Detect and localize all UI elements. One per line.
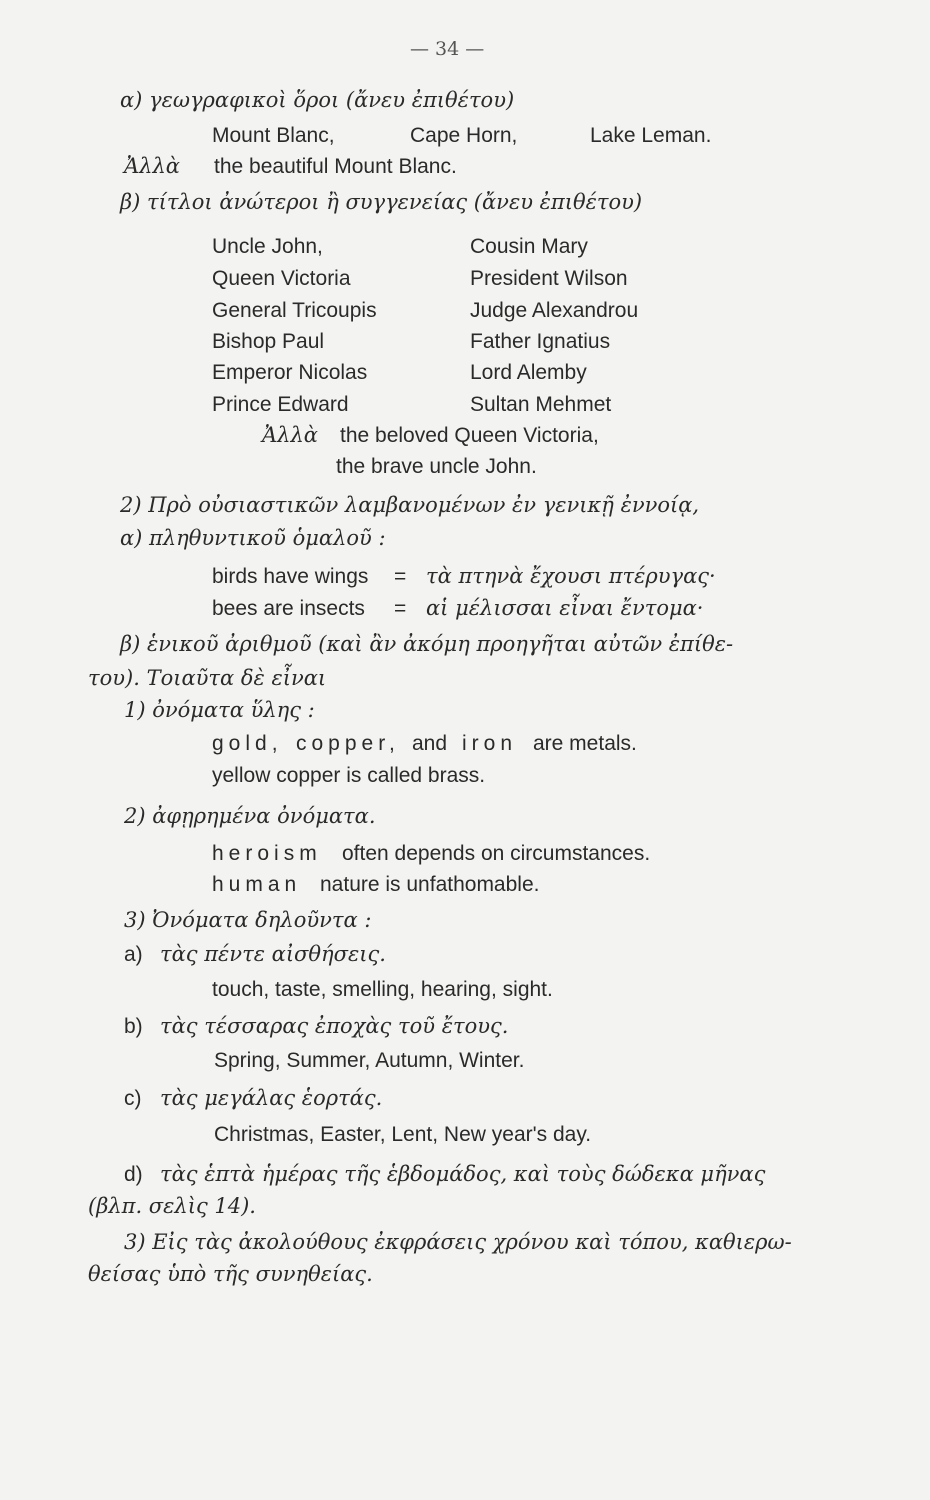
- title-right-3: Judge Alexandrou: [470, 299, 639, 322]
- title-left-1: Uncle John,: [212, 235, 323, 258]
- geo-term-2: Cape Horn,: [410, 124, 518, 147]
- equals-sign-2: =: [394, 597, 407, 620]
- expressions-line-1: 3) Εἰς τὰς ἀκολούθους ἐκφράσεις χρόνου καὶ τόπου, καθιερω-: [124, 1230, 792, 1254]
- feasts-label: c): [124, 1087, 142, 1110]
- senses-heading: τὰς πέντε αἰσθήσεις.: [160, 942, 386, 966]
- title-right-6: Sultan Mehmet: [470, 393, 612, 416]
- metal-copper: copper,: [296, 732, 400, 755]
- section-a-heading: α) γεωγραφικοὶ ὅροι (ἄνευ ἐπιθέτου): [120, 88, 515, 112]
- human-rest: nature is unfathomable.: [320, 873, 540, 896]
- section-3-heading: 3) Ὀνόματα δηλοῦντα :: [124, 908, 372, 932]
- alla-word-2: Ἀλλὰ: [262, 423, 318, 447]
- brass-sentence: yellow copper is called brass.: [212, 764, 486, 787]
- metal-gold: gold,: [212, 732, 283, 755]
- heroism-rest: often depends on circumstances.: [342, 842, 651, 865]
- seasons-list: Spring, Summer, Autumn, Winter.: [214, 1049, 525, 1072]
- title-right-5: Lord Alemby: [470, 361, 587, 384]
- title-right-2: President Wilson: [470, 267, 628, 290]
- birds-greek: τὰ πτηνὰ ἔχουσι πτέρυγας·: [426, 564, 716, 588]
- title-left-3: General Tricoupis: [212, 299, 377, 322]
- bees-greek: αἱ μέλισσαι εἶναι ἔντομα·: [426, 596, 704, 620]
- feasts-heading: τὰς μεγάλας ἑορτάς.: [160, 1086, 383, 1110]
- title-right-1: Cousin Mary: [470, 235, 588, 258]
- metal-and: and: [412, 732, 448, 755]
- metal-rest: are metals.: [533, 732, 637, 755]
- title-left-5: Emperor Nicolas: [212, 361, 368, 384]
- title-left-2: Queen Victoria: [212, 267, 351, 290]
- expressions-line-2: θείσας ὑπὸ τῆς συνηθείας.: [88, 1262, 373, 1286]
- section-b-heading: β) τίτλοι ἀνώτεροι ἢ συγγενείας (ἄνευ ἐπιθέτου): [120, 190, 643, 214]
- senses-list: touch, taste, smelling, hearing, sight.: [212, 978, 553, 1001]
- bees-english: bees are insects: [212, 597, 365, 620]
- birds-english: birds have wings: [212, 565, 369, 588]
- alla-example-2: the beloved Queen Victoria,: [340, 424, 599, 447]
- seasons-label: b): [124, 1015, 143, 1038]
- section-2-heading: 2) Πρὸ οὐσιαστικῶν λαμβανομένων ἐν γενικῇ ἐννοίᾳ,: [120, 493, 700, 517]
- alla-example-3: the brave uncle John.: [336, 455, 537, 478]
- page-number: — 34 —: [410, 38, 485, 60]
- feasts-list: Christmas, Easter, Lent, New year's day.: [214, 1123, 592, 1146]
- days-line-1: τὰς ἑπτὰ ἡμέρας τῆς ἑβδομάδος, καὶ τοὺς δώδεκα μῆνας: [160, 1162, 766, 1186]
- singular-heading-line-2: του). Τοιαῦτα δὲ εἶναι: [88, 666, 327, 690]
- days-label: d): [124, 1163, 143, 1186]
- days-line-2: (βλπ. σελὶς 14).: [88, 1194, 256, 1218]
- abstract-heading: 2) ἀφῃρημένα ὀνόματα.: [124, 804, 376, 828]
- title-right-4: Father Ignatius: [470, 330, 611, 353]
- heroism-word: heroism: [212, 842, 322, 865]
- alla-word-1: Ἀλλὰ: [124, 154, 180, 178]
- alla-example-1: the beautiful Mount Blanc.: [214, 155, 457, 178]
- equals-sign-1: =: [394, 565, 407, 588]
- singular-heading-line-1: β) ἑνικοῦ ἀριθμοῦ (καὶ ἂν ἀκόμη προηγῆται αὐτῶν ἐπίθε-: [120, 632, 734, 656]
- title-left-6: Prince Edward: [212, 393, 349, 416]
- matter-heading: 1) ὀνόματα ὕλης :: [124, 698, 315, 722]
- geo-term-1: Mount Blanc,: [212, 124, 335, 147]
- title-left-4: Bishop Paul: [212, 330, 325, 353]
- seasons-heading: τὰς τέσσαρας ἐποχὰς τοῦ ἔτους.: [160, 1014, 509, 1038]
- human-word: human: [212, 873, 302, 896]
- senses-label: a): [124, 943, 143, 966]
- metal-iron: iron: [462, 732, 518, 755]
- geo-term-3: Lake Leman.: [590, 124, 712, 147]
- plural-heading: α) πληθυντικοῦ ὁμαλοῦ :: [120, 526, 386, 550]
